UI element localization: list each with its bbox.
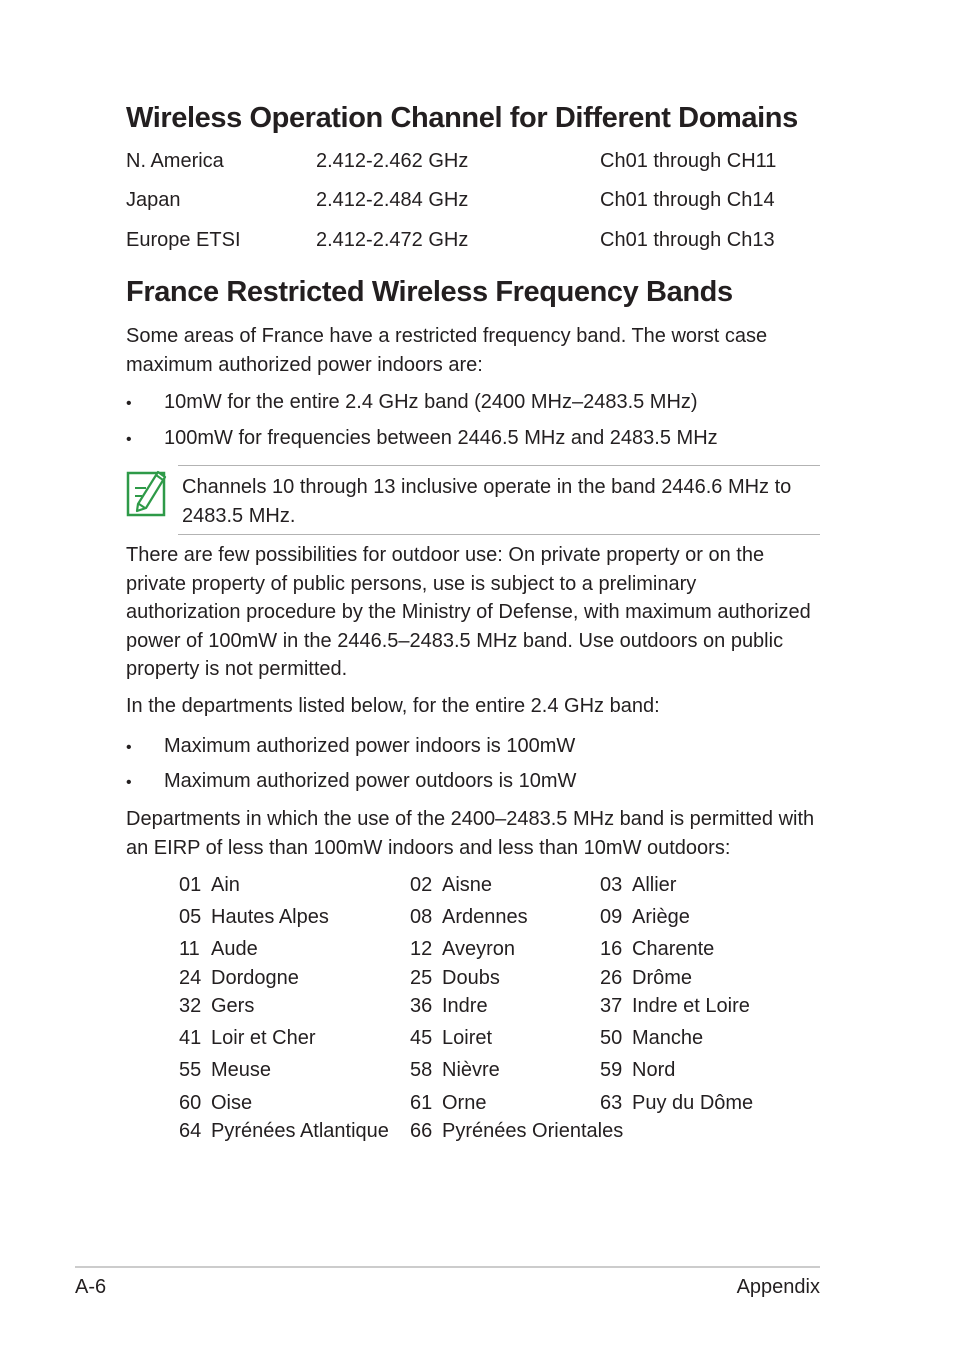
department-name: Drôme: [632, 967, 693, 989]
department-name: Ain: [211, 874, 240, 896]
bullet-marker: •: [126, 395, 132, 412]
list-item: 10mW for the entire 2.4 GHz band (2400 MHz–2483.5 MHz): [164, 391, 698, 413]
department-name: Doubs: [442, 967, 500, 989]
department-name: Indre et Loire: [632, 995, 750, 1017]
list-item: Maximum authorized power outdoors is 10mW: [164, 770, 577, 792]
department-name: Nièvre: [442, 1059, 500, 1081]
department-number: 59: [600, 1059, 623, 1081]
department-number: 16: [600, 938, 623, 960]
department-number: 03: [600, 874, 623, 896]
bullet-marker: •: [126, 431, 132, 448]
department-name: Aveyron: [442, 938, 516, 960]
department-number: 60: [179, 1092, 202, 1114]
department-number: 50: [600, 1027, 623, 1049]
department-name: Loiret: [442, 1027, 493, 1049]
department-number: 61: [410, 1092, 433, 1114]
table-cell-region: Japan: [126, 189, 181, 211]
note-top-divider: [178, 465, 820, 466]
department-number: 63: [600, 1092, 623, 1114]
department-number: 37: [600, 995, 623, 1017]
department-name: Oise: [211, 1092, 253, 1114]
department-number: 41: [179, 1027, 202, 1049]
page-number: A-6: [75, 1276, 107, 1298]
bullet-marker: •: [126, 774, 132, 791]
department-name: Ariège: [632, 906, 690, 928]
department-number: 24: [179, 967, 202, 989]
department-number: 08: [410, 906, 433, 928]
departments-permitted-paragraph: Departments in which the use of the 2400–2483.5 MHz band is permitted with an EIRP of less than 100mW indoors and less than 10mW outdoors:: [126, 808, 815, 859]
table-cell-channels: Ch01 through CH11: [600, 150, 777, 172]
note-pencil-icon: [126, 466, 170, 518]
department-number: 11: [179, 938, 200, 960]
table-cell-channels: Ch01 through Ch14: [600, 189, 775, 211]
department-name: Aisne: [442, 874, 493, 896]
department-name: Nord: [632, 1059, 676, 1081]
department-name: Orne: [442, 1092, 487, 1114]
department-number: 64: [179, 1120, 202, 1142]
table-cell-region: Europe ETSI: [126, 229, 241, 251]
department-name: Gers: [211, 995, 255, 1017]
table-cell-frequency: 2.412-2.484 GHz: [316, 189, 469, 211]
table-cell-region: N. America: [126, 150, 224, 172]
department-name: Manche: [632, 1027, 704, 1049]
department-number: 05: [179, 906, 202, 928]
section-title-france-bands: France Restricted Wireless Frequency Bands: [126, 276, 733, 308]
department-name: Charente: [632, 938, 715, 960]
outdoor-paragraph: There are few possibilities for outdoor use: On private property or on the private property of public persons, use is subject to a preliminary authorization procedure by the Ministry of Defense, with maximum authorized power of 100mW in the 2446.5–2483.5 MHz band. Use outdoors on public property is not permitted.: [126, 544, 811, 680]
department-name: Loir et Cher: [211, 1027, 316, 1049]
department-name: Aude: [211, 938, 258, 960]
department-name: Pyrénées Orientales: [442, 1120, 624, 1142]
department-name: Hautes Alpes: [211, 906, 329, 928]
bullet-marker: •: [126, 739, 132, 756]
note-bottom-divider: [178, 534, 820, 535]
department-number: 55: [179, 1059, 202, 1081]
list-item: 100mW for frequencies between 2446.5 MHz and 2483.5 MHz: [164, 427, 718, 449]
table-cell-frequency: 2.412-2.462 GHz: [316, 150, 469, 172]
department-number: 02: [410, 874, 433, 896]
department-number: 32: [179, 995, 202, 1017]
department-name: Puy du Dôme: [632, 1092, 754, 1114]
department-number: 66: [410, 1120, 433, 1142]
note-text: Channels 10 through 13 inclusive operate in the band 2446.6 MHz to 2483.5 MHz.: [182, 476, 792, 527]
table-cell-channels: Ch01 through Ch13: [600, 229, 775, 251]
department-number: 25: [410, 967, 433, 989]
footer-divider: [75, 1266, 820, 1268]
department-number: 26: [600, 967, 623, 989]
department-name: Dordogne: [211, 967, 299, 989]
department-number: 12: [410, 938, 433, 960]
intro-paragraph: Some areas of France have a restricted frequency band. The worst case maximum authorized power indoors are:: [126, 325, 768, 376]
department-name: Allier: [632, 874, 677, 896]
department-name: Pyrénées Atlantique: [211, 1120, 389, 1142]
table-cell-frequency: 2.412-2.472 GHz: [316, 229, 469, 251]
department-name: Ardennes: [442, 906, 528, 928]
department-number: 45: [410, 1027, 433, 1049]
list-item: Maximum authorized power indoors is 100mW: [164, 735, 576, 757]
department-number: 01: [179, 874, 202, 896]
department-number: 09: [600, 906, 623, 928]
footer-section-label: Appendix: [736, 1276, 820, 1298]
section-title-wireless-channels: Wireless Operation Channel for Different Domains: [126, 102, 798, 134]
department-name: Meuse: [211, 1059, 272, 1081]
department-number: 58: [410, 1059, 433, 1081]
department-name: Indre: [442, 995, 488, 1017]
department-number: 36: [410, 995, 433, 1017]
departments-intro: In the departments listed below, for the entire 2.4 GHz band:: [126, 695, 660, 717]
